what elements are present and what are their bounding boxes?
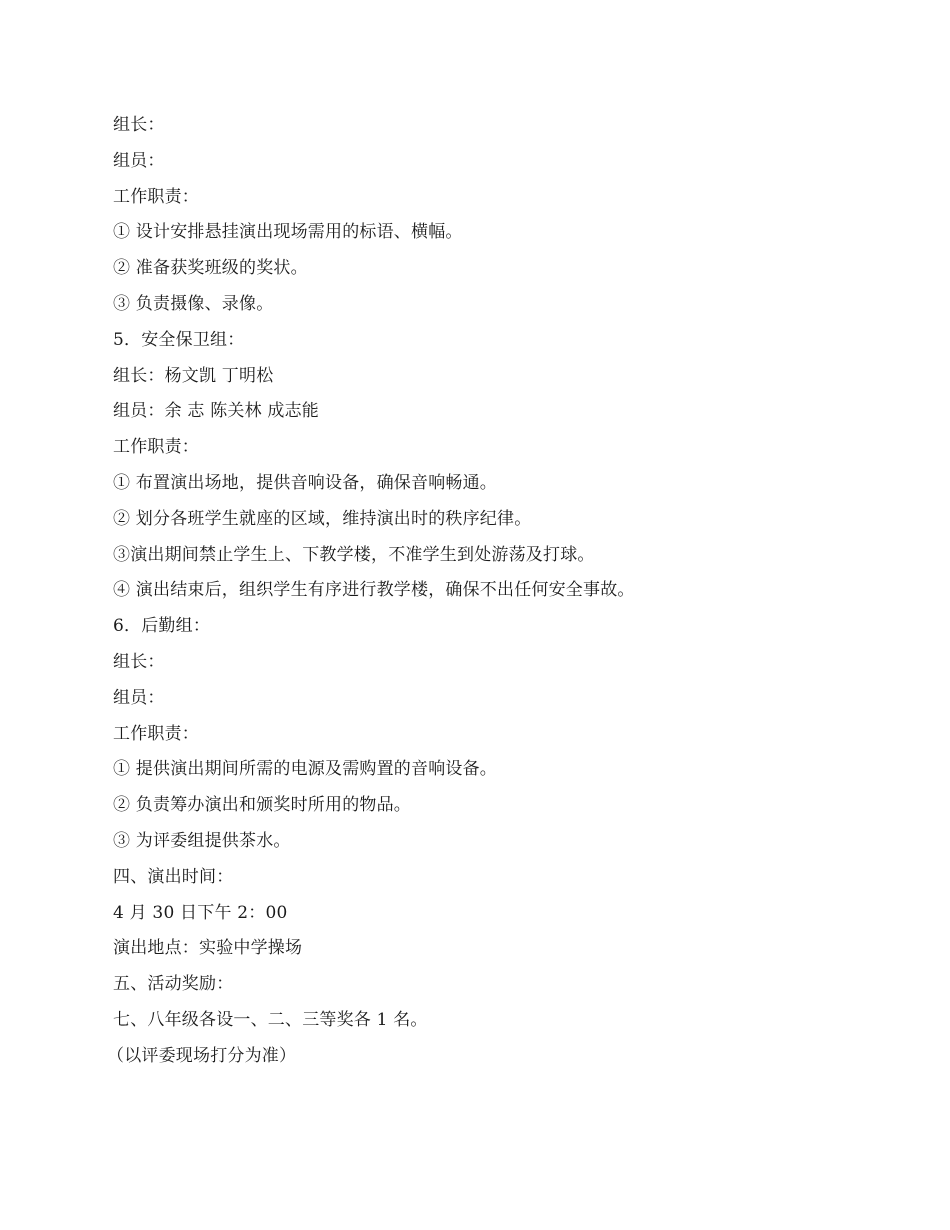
duty-item: ③ 负责摄像、录像。 — [113, 293, 274, 314]
performance-location: 演出地点：实验中学操场 — [113, 938, 303, 959]
duties-heading: 工作职责： — [113, 186, 199, 207]
duties-heading: 工作职责： — [113, 437, 199, 458]
award-note: （以评委现场打分为准） — [107, 1045, 297, 1066]
duty-item: ③演出期间禁止学生上、下教学楼，不准学生到处游荡及打球。 — [113, 544, 595, 565]
section-heading-logistics: 6．后勤组： — [113, 616, 211, 637]
duty-item: ① 提供演出期间所需的电源及需购置的音响设备。 — [113, 759, 498, 780]
document-body — [107, 108, 873, 1075]
duty-item: ① 布置演出场地，提供音响设备，确保音响畅通。 — [113, 472, 498, 493]
performance-time: 4 月 30 日下午 2：00 — [113, 902, 288, 923]
duty-item: ④ 演出结束后，组织学生有序进行教学楼，确保不出任何安全事故。 — [113, 580, 635, 601]
duty-item: ③ 为评委组提供茶水。 — [113, 830, 291, 851]
group-leader-line: 组长： — [113, 651, 165, 672]
section-heading-awards: 五、活动奖励： — [113, 974, 234, 995]
duty-item: ① 设计安排悬挂演出现场需用的标语、横幅。 — [113, 222, 463, 243]
section-heading-time: 四、演出时间： — [113, 866, 234, 887]
section-heading-security: 5．安全保卫组： — [113, 329, 245, 350]
duties-heading: 工作职责： — [113, 723, 199, 744]
award-description: 七、八年级各设一、二、三等奖各 1 名。 — [113, 1009, 428, 1030]
group-member-line: 组员：余 志 陈关林 成志能 — [113, 401, 320, 422]
group-member-line: 组员： — [113, 150, 165, 171]
duty-item: ② 划分各班学生就座的区域，维持演出时的秩序纪律。 — [113, 508, 532, 529]
group-member-line: 组员： — [113, 687, 165, 708]
duty-item: ② 准备获奖班级的奖状。 — [113, 258, 308, 279]
group-leader-line: 组长：杨文凯 丁明松 — [113, 365, 274, 386]
duty-item: ② 负责筹办演出和颁奖时所用的物品。 — [113, 795, 412, 816]
group-leader-line: 组长： — [113, 115, 165, 135]
